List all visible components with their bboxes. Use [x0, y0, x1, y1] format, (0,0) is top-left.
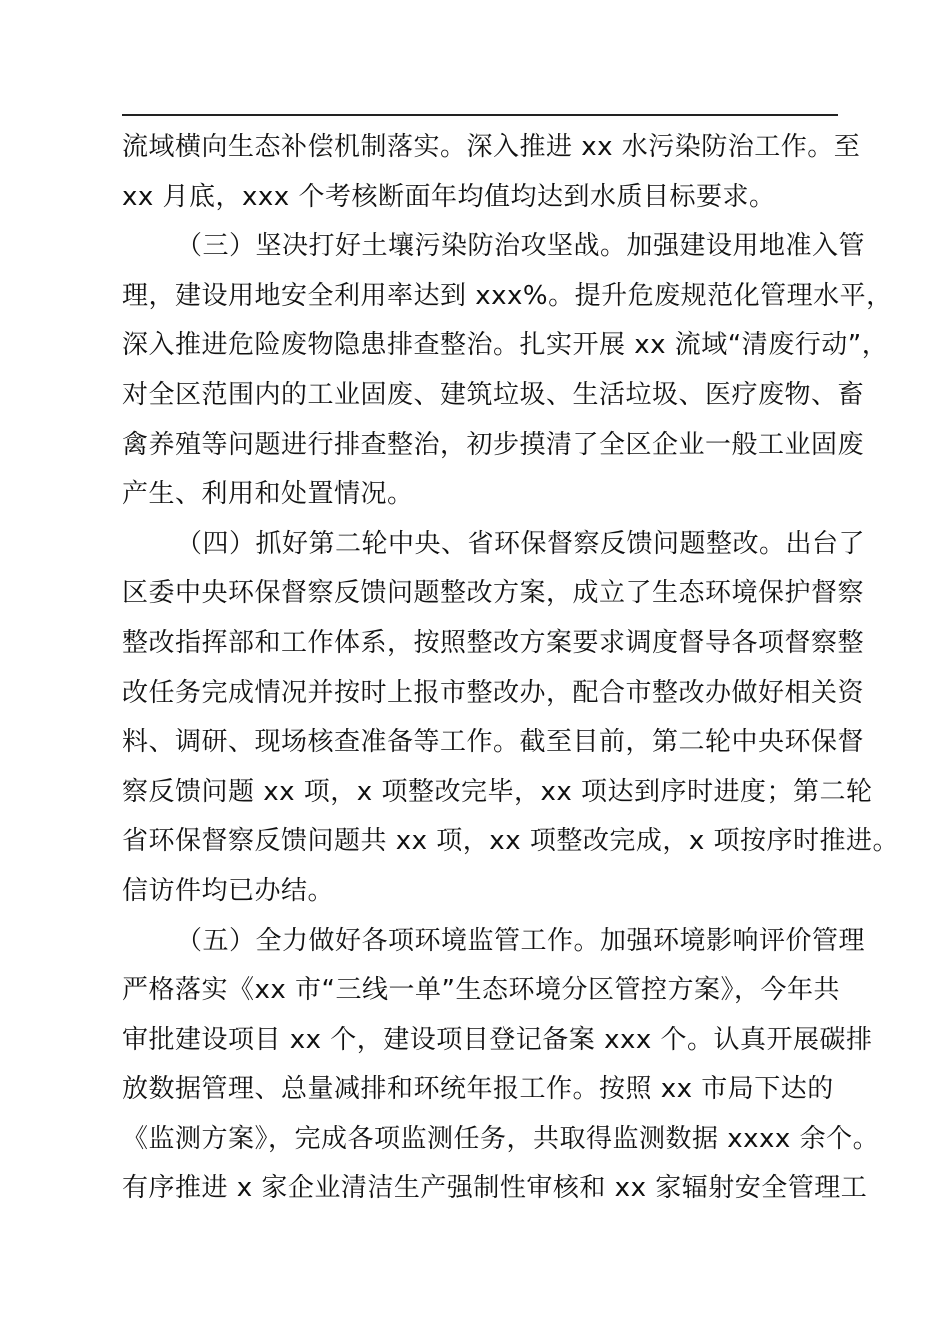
section-heading-5: （五）全力做好各项环境监管工作。加强环境影响评价管理	[176, 925, 866, 956]
text-line: 对全区范围内的工业固废、建筑垃圾、生活垃圾、医疗废物、畜	[122, 379, 865, 410]
text-line: 《监测方案》，完成各项监测任务，共取得监测数据 xxxx 余个。	[122, 1123, 880, 1154]
text-line: 理，建设用地安全利用率达到 xxx%。提升危废规范化管理水平，	[122, 280, 893, 311]
text-line: 禽养殖等问题进行排查整治，初步摸清了全区企业一般工业固废	[122, 429, 865, 460]
text-line: 区委中央环保督察反馈问题整改方案，成立了生态环境保护督察	[122, 578, 865, 609]
text-line: 改任务完成情况并按时上报市整改办，配合市整改办做好相关资	[122, 677, 865, 708]
section-heading-3: （三）坚决打好土壤污染防治攻坚战。加强建设用地准入管	[176, 231, 866, 262]
text-line: 审批建设项目 xx 个，建设项目登记备案 xxx 个。认真开展碳排	[122, 1024, 873, 1055]
text-line: 省环保督察反馈问题共 xx 项，xx 项整改完成，x 项按序时推进。	[122, 826, 899, 857]
section-heading-4: （四）抓好第二轮中央、省环保督察反馈问题整改。出台了	[176, 528, 866, 559]
text-line: 深入推进危险废物隐患排查整治。扎实开展 xx 流域“清废行动”，	[122, 330, 889, 361]
text-line: 流域横向生态补偿机制落实。深入推进 xx 水污染防治工作。至	[122, 132, 861, 162]
text-line: 放数据管理、总量减排和环统年报工作。按照 xx 市局下达的	[122, 1074, 834, 1105]
text-line: 严格落实《xx 市“三线一单”生态环境分区管控方案》，今年共	[122, 975, 840, 1006]
text-line: 有序推进 x 家企业清洁生产强制性审核和 xx 家辐射安全管理工	[122, 1173, 868, 1204]
text-line: xx 月底，xxx 个考核断面年均值均达到水质目标要求。	[122, 181, 776, 212]
document-body	[122, 123, 899, 1214]
text-line: 产生、利用和处置情况。	[122, 479, 414, 510]
text-line: 料、调研、现场核查准备等工作。截至目前，第二轮中央环保督	[122, 727, 865, 758]
text-line: 信访件均已办结。	[122, 875, 335, 906]
header-rule	[122, 114, 838, 116]
text-line: 整改指挥部和工作体系，按照整改方案要求调度督导各项督察整	[122, 627, 865, 658]
text-line: 察反馈问题 xx 项，x 项整改完毕，xx 项达到序时进度；第二轮	[122, 776, 873, 807]
